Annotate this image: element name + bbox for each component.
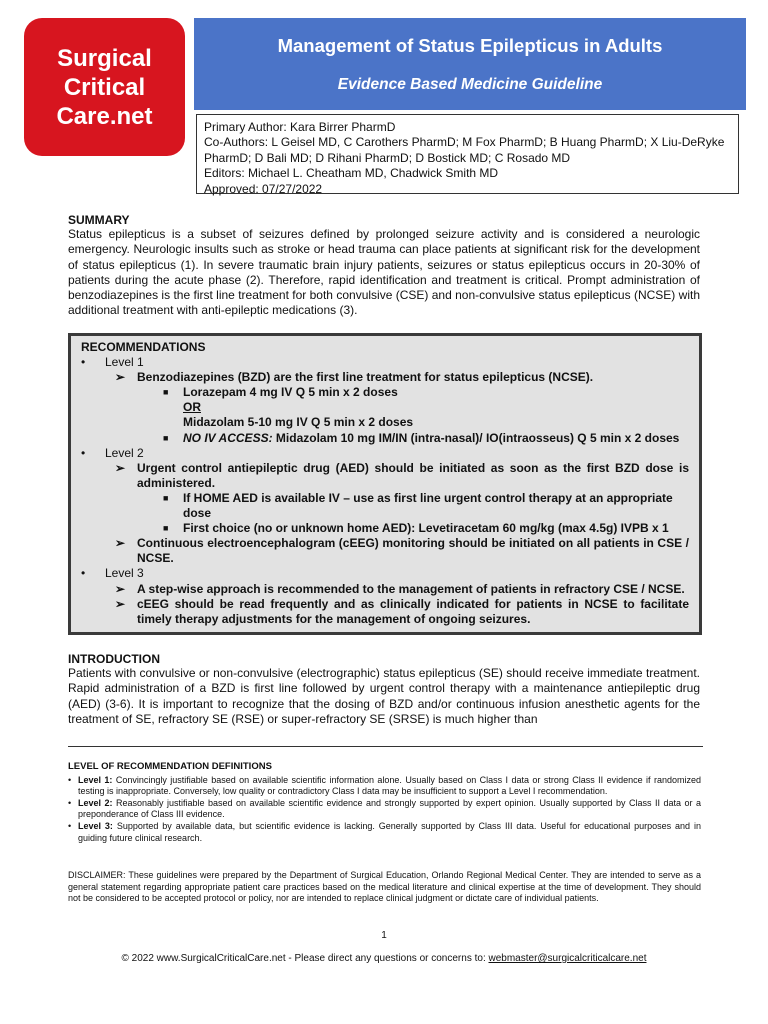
logo-line-1: Surgical — [57, 44, 152, 72]
bullet-icon: • — [68, 797, 72, 808]
introduction-text: Patients with convulsive or non-convulsive (electrographic) status epilepticus (SE) should receive immediate treatment. Rapid administration of a BZD is first line followed by urgent control therapy with a maintenance antiepileptic drug (AED) (3-6). It is important to recognize that the dosing of BZD and/or continuous infusion anesthetic agents for the treatment of SE, refractory SE (RSE) or super-refractory SE (SRSE) is much higher than — [68, 666, 700, 726]
bullet-icon: • — [81, 566, 86, 581]
bullet-icon: • — [81, 445, 86, 460]
disclaimer: DISCLAIMER: These guidelines were prepared by the Department of Surgical Education, Orlando Regional Medical Center. They are intended to serve as a general statement regarding appropriate patient care practices based on the medical literature and clinical expertise at the time of development. They should not be considered to be accepted protocol or policy, nor are intended to replace clinical judgment or dictate care of individual patients. — [68, 870, 701, 904]
level-3-item — [81, 566, 689, 581]
arrow-bullet-icon: ➢ — [115, 596, 126, 611]
document-subtitle: Evidence Based Medicine Guideline — [337, 76, 603, 93]
site-logo — [24, 18, 185, 156]
square-bullet-icon: ■ — [163, 523, 169, 534]
bullet-icon: • — [81, 355, 86, 370]
arrow-bullet-icon: ➢ — [115, 581, 126, 596]
level-3-recommendation-1: ➢ A step-wise approach is recommended to the management of patients in refractory CSE / NCSE. — [115, 581, 685, 596]
square-bullet-icon: ■ — [163, 432, 169, 443]
arrow-bullet-icon: ➢ — [115, 370, 126, 385]
definition-level-3: • Level 3: Supported by available data, but scientific evidence is lacking. Generally supported by Class III data. Useful for educational purposes and in guiding future clinical research. — [68, 820, 701, 843]
logo-line-2: Critical — [63, 73, 146, 101]
recommendation-definitions — [68, 761, 701, 844]
primary-author: Primary Author: Kara Birrer PharmD — [204, 120, 396, 134]
document-title: Management of Status Epilepticus in Adults — [277, 35, 663, 56]
approved-date: Approved: 07/27/2022 — [204, 181, 323, 196]
definition-level-2: • Level 2: Reasonably justifiable based on available scientific evidence and strongly supported by expert opinion. Usually supported by Class II data or a preponderance of Class III evidence. — [68, 797, 701, 820]
summary-heading: SUMMARY — [68, 213, 130, 227]
level-3-recommendation-2: ➢ cEEG should be read frequently and as clinically indicated for patients in NCSE to facilitate timely therapy adjustments for the management of ongoing seizures. — [115, 596, 689, 626]
square-bullet-icon: ■ — [163, 492, 169, 503]
page-number: 1 — [381, 930, 387, 941]
footer-text: © 2022 www.SurgicalCriticalCare.net - Please direct any questions or concerns to: — [121, 953, 489, 964]
editors: Editors: Michael L. Cheatham MD, Chadwick Smith MD — [204, 166, 499, 181]
level-2-recommendation-2: ➢ Continuous electroencephalogram (cEEG) monitoring should be initiated on all patients in CSE / NCSE. — [115, 536, 689, 566]
or-separator: OR — [183, 400, 201, 415]
arrow-bullet-icon: ➢ — [115, 536, 126, 551]
square-bullet-icon: ■ — [163, 387, 169, 398]
bullet-icon: • — [68, 820, 72, 831]
summary-text: Status epilepticus is a subset of seizures defined by prolonged seizure activity and is considered a neurologic emergency. Neurologic insults such as stroke or head trauma can place patients at significant risk for the development of status epilepticus (1). In severe traumatic brain injury patients, seizures or status epilepticus occurs in 20-30% of patients during the acute phase (2). Therefore, rapid identification and treatment is critical. Prompt administration of benzodiazepines is the first line treatment for both convulsive (CSE) and non-convulsive status epilepticus (NCSE) with additional treatment with anti-epileptic medications (3). — [68, 227, 700, 318]
home-aed-note: ■ If HOME AED is available IV – use as first line urgent control therapy at an appropriate dose — [163, 490, 673, 521]
level-3-label: Level 3 — [105, 566, 144, 581]
recommendations-heading: RECOMMENDATIONS — [81, 340, 206, 354]
level-1-recommendation: ➢ Benzodiazepines (BZD) are the first line treatment for status epilepticus (NCSE). — [115, 370, 594, 385]
definition-level-1: • Level 1: Convincingly justifiable based on available scientific information alone. Usually based on Class I data or strong Class II evidence if randomized testing is inappropriate. Conversely, low quality or contradictory Class I data may be insufficient to support a Level I recommendation. — [68, 774, 701, 797]
lorazepam-dose: ■ Lorazepam 4 mg IV Q 5 min x 2 doses — [163, 385, 398, 400]
title-banner — [194, 18, 746, 110]
level-2-label: Level 2 — [105, 445, 144, 460]
introduction-heading: INTRODUCTION — [68, 652, 160, 666]
bullet-icon: • — [68, 774, 72, 785]
definitions-heading: LEVEL OF RECOMMENDATION DEFINITIONS — [68, 761, 272, 772]
level-1-item — [81, 355, 689, 370]
webmaster-email-link[interactable]: webmaster@surgicalcriticalcare.net — [488, 953, 647, 964]
footer — [0, 953, 768, 964]
co-authors: Co-Authors: L Geisel MD, C Carothers PharmD; M Fox PharmD; B Huang PharmD; X Liu-DeRyke PharmD; D Bali MD; D Rihani PharmD; D Bostick MD; C Rosado MD — [204, 135, 725, 165]
level-1-label: Level 1 — [105, 355, 144, 370]
levetiracetam-dose: ■ First choice (no or unknown home AED): Levetiracetam 60 mg/kg (max 4.5g) IVPB x 1 — [163, 521, 669, 536]
authors-box — [196, 114, 739, 194]
section-divider — [68, 746, 703, 747]
level-2-recommendation-1: ➢ Urgent control antiepileptic drug (AED) should be initiated as soon as the first BZD dose is administered. — [115, 460, 689, 490]
logo-line-3: Care.net — [56, 102, 153, 130]
level-2-item — [81, 446, 689, 461]
arrow-bullet-icon: ➢ — [115, 460, 126, 475]
midazolam-dose: Midazolam 5-10 mg IV Q 5 min x 2 doses — [183, 415, 414, 430]
no-iv-access-dose: ■ NO IV ACCESS: Midazolam 10 mg IM/IN (intra-nasal)/ IO(intraosseus) Q 5 min x 2 doses — [163, 430, 680, 445]
recommendations-box — [68, 333, 702, 635]
